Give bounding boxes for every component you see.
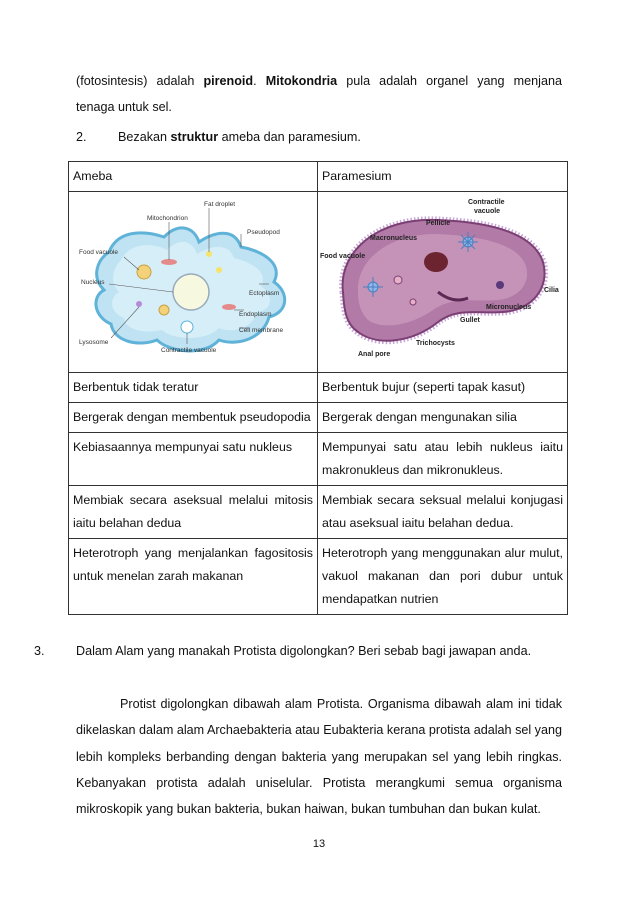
ameba-diagram bbox=[69, 192, 318, 364]
ameba-lysosome bbox=[136, 301, 142, 307]
label-contractile-vacuole: Contractile vacuole bbox=[161, 347, 217, 354]
label-vacuole: vacuole bbox=[474, 208, 501, 215]
image-row bbox=[69, 192, 568, 373]
label-contractile: Contractile bbox=[468, 199, 505, 206]
comparison-table bbox=[68, 161, 568, 615]
paramesium-nucleus-count: Mempunyai satu atau lebih nukleus iaitu makronukleus dan mikronukleus. bbox=[318, 433, 568, 486]
question-2 bbox=[76, 124, 562, 150]
label-cilia: Cilia bbox=[544, 287, 559, 294]
label-endoplasm: Endoplasm bbox=[239, 311, 272, 318]
paramesium-shape: Berbentuk bujur (seperti tapak kasut) bbox=[318, 373, 568, 403]
paramesium-nutrition: Heterotroph yang menggunakan alur mulut, vakuol makanan dan pori dubur untuk mendapatkan nutrien bbox=[318, 539, 568, 615]
intro-text-2: . bbox=[253, 74, 266, 88]
question-2-number: 2. bbox=[76, 130, 87, 144]
label-gullet: Gullet bbox=[460, 317, 480, 324]
ameba-reproduction: Membiak secara aseksual melalui mitosis iaitu belahan dedua bbox=[69, 486, 318, 539]
paramesium-image-cell bbox=[318, 192, 568, 373]
label-lysosome: Lysosome bbox=[79, 339, 109, 346]
term-struktur: struktur bbox=[170, 130, 219, 144]
label-pseudopod: Pseudopod bbox=[247, 229, 280, 236]
term-mitokondria: Mitokondria bbox=[265, 74, 338, 88]
label-macronucleus: Macronucleus bbox=[370, 235, 418, 242]
label-food-vacuole: Food vacuole bbox=[320, 253, 366, 260]
paramesium-reproduction: Membiak secara seksual melalui konjugasi atau aseksual iaitu belahan dedua. bbox=[318, 486, 568, 539]
intro-text-1: (fotosintesis) adalah bbox=[76, 74, 204, 88]
label-ectoplasm: Ectoplasm bbox=[249, 290, 280, 297]
question-3-line bbox=[34, 638, 562, 664]
intro-paragraph bbox=[76, 68, 562, 120]
table-row bbox=[69, 539, 568, 615]
label-food-vacuole: Food vacuole bbox=[79, 249, 119, 256]
table-row bbox=[69, 373, 568, 403]
ameba-nucleus-count: Kebiasaannya mempunyai satu nukleus bbox=[69, 433, 318, 486]
label-micronucleus: Micronucleus bbox=[486, 304, 532, 311]
ameba-food-vacuole-2 bbox=[159, 305, 169, 315]
label-mitochondrion: Mitochondrion bbox=[147, 215, 188, 222]
ameba-mitochondrion-2 bbox=[222, 304, 236, 310]
table-row bbox=[69, 486, 568, 539]
question-3 bbox=[34, 638, 562, 664]
label-nucleus: Nucleus bbox=[81, 279, 105, 286]
question-3-number: 3. bbox=[34, 644, 45, 658]
label-fat-droplet: Fat droplet bbox=[204, 201, 236, 208]
intro-text-3: pula adalah organel yang menjana bbox=[337, 74, 562, 88]
label-trichocysts: Trichocysts bbox=[416, 340, 455, 347]
paramesium-movement: Bergerak dengan mengunakan silia bbox=[318, 403, 568, 433]
question-2-text-1: Bezakan bbox=[118, 130, 171, 144]
ameba-movement: Bergerak dengan membentuk pseudopodia bbox=[69, 403, 318, 433]
ameba-food-vacuole bbox=[137, 265, 151, 279]
header-ameba: Ameba bbox=[69, 162, 318, 192]
header-paramesium: Paramesium bbox=[318, 162, 568, 192]
table-row bbox=[69, 403, 568, 433]
ameba-nucleus bbox=[173, 274, 209, 310]
paramesium-macronucleus bbox=[424, 252, 448, 272]
ameba-image-cell bbox=[69, 192, 318, 373]
paramesium-food-vacuole-2 bbox=[410, 299, 416, 305]
answer-3: Protist digolongkan dibawah alam Protista. Organisma dibawah alam ini tidak dikelaskan dalam alam Archaebakteria atau Eubakteria kerana protista adalah sel yang lebih kompleks berbanding dengan bakteria yang merupakan sel yang lebih ringkas. Kebanyakan protista adalah uniselular. Protista merangkumi semua organisma mikroskopik yang bukan bakteria, bukan haiwan, bukan tumbuhan dan bukan kulat. bbox=[76, 697, 562, 817]
label-anal-pore: Anal pore bbox=[358, 351, 391, 358]
ameba-nutrition: Heterotroph yang menjalankan fagositosis untuk menelan zarah makanan bbox=[69, 539, 318, 615]
intro-line-2: tenaga untuk sel. bbox=[76, 100, 172, 114]
paramesium-micronucleus bbox=[496, 281, 504, 289]
ameba-shape: Berbentuk tidak teratur bbox=[69, 373, 318, 403]
paramesium-diagram bbox=[318, 192, 568, 364]
question-2-text-2: ameba dan paramesium. bbox=[218, 130, 361, 144]
table-row bbox=[69, 433, 568, 486]
label-cell-membrane: Cell membrane bbox=[239, 327, 284, 334]
intro-line-1 bbox=[76, 68, 562, 94]
term-pirenoid: pirenoid bbox=[203, 74, 254, 88]
paramesium-food-vacuole bbox=[394, 276, 402, 284]
ameba-contractile-vacuole bbox=[181, 321, 193, 333]
table-header-row bbox=[69, 162, 568, 192]
page-number: 13 bbox=[312, 838, 326, 850]
label-pellicle: Pellicle bbox=[426, 220, 451, 227]
question-3-text: Dalam Alam yang manakah Protista digolongkan? Beri sebab bagi jawapan anda. bbox=[76, 644, 532, 658]
ameba-fat-droplet-2 bbox=[216, 267, 222, 273]
